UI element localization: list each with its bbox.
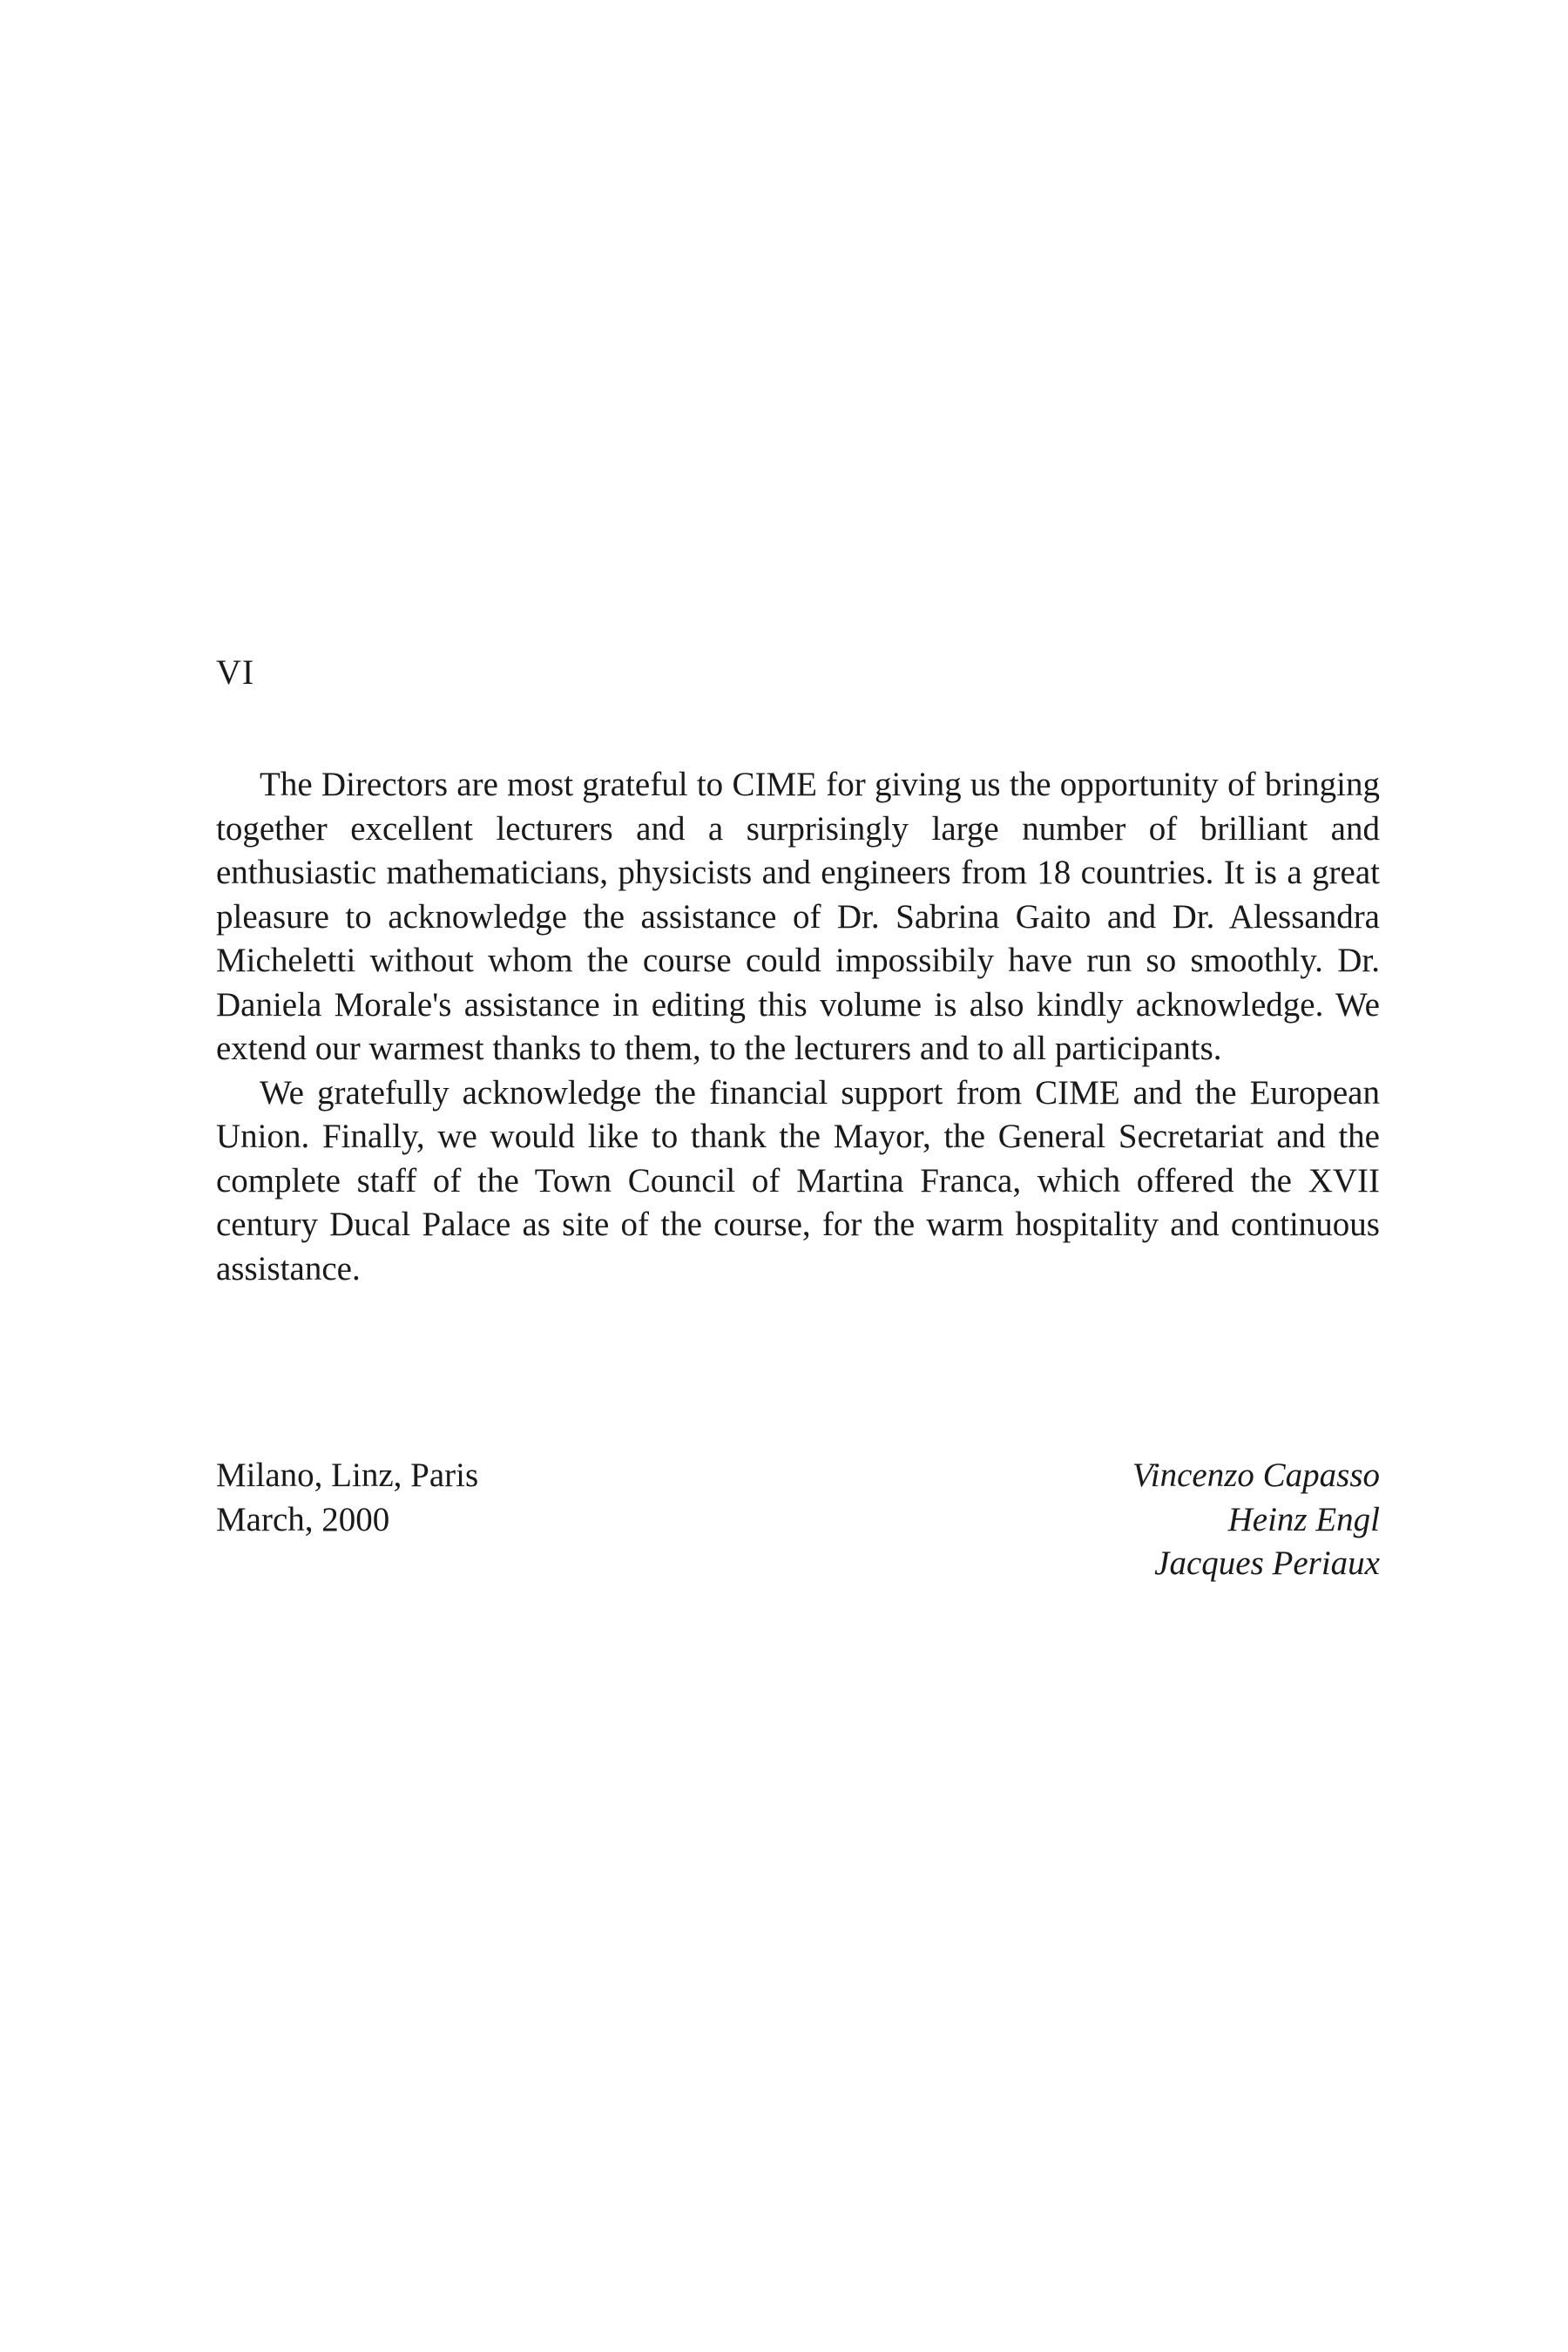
author-name: Jacques Periaux (1154, 1544, 1380, 1582)
author-name: Heinz Engl (1227, 1500, 1380, 1538)
date: March, 2000 (216, 1500, 390, 1538)
acknowledgement-paragraph-2: We gratefully acknowledge the financial support from CIME and the European Union. Finally, we would like to thank the Mayor, the General Secretariat and the complete staff of the Town Council of Martina Franca, which offered the XVII century Ducal Palace as site of the course, for the warm hospitality and continuous assistance. (216, 1073, 1380, 1288)
place-date-block (216, 1454, 478, 1542)
page-number: VI (216, 652, 255, 692)
acknowledgement-paragraph-1: The Directors are most grateful to CIME for giving us the opportunity of bringing together excellent lecturers and a surprisingly large number of brilliant and enthusiastic mathematicians, physicists and engineers from 18 countries. It is a great pleasure to acknowledge the assistance of Dr. Sabrina Gaito and Dr. Alessandra Micheletti without whom the course could impossibily have run so smoothly. Dr. Daniela Morale's assistance in editing this volume is also kindly acknowledge. We extend our warmest thanks to them, to the lecturers and to all participants. (216, 766, 1380, 1067)
places: Milano, Linz, Paris (216, 1456, 479, 1494)
acknowledgements-body (216, 763, 1380, 1291)
author-name: Vincenzo Capasso (1132, 1456, 1380, 1494)
authors-block (1132, 1454, 1380, 1586)
